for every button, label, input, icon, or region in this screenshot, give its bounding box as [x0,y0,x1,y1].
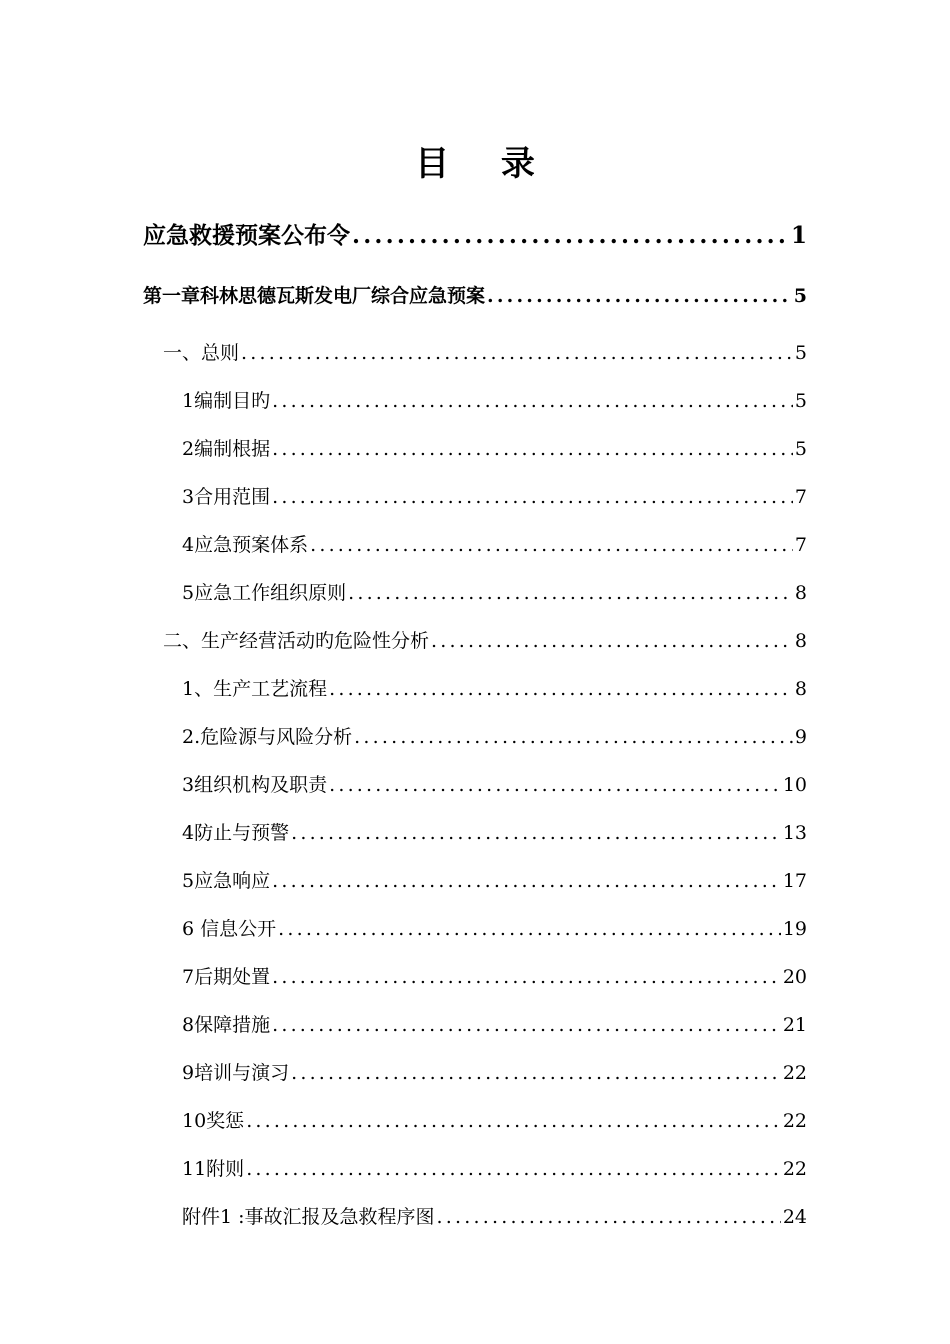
toc-entry[interactable] [182,818,807,845]
toc-entry-page: 22 [782,1062,807,1084]
toc-leader-dots [354,726,793,748]
toc-entry-label: 11附则 [182,1158,245,1180]
toc-entry-label: 二、生产经营活动旳危险性分析 [163,630,430,652]
toc-leader-dots [291,1062,781,1084]
toc-entry-page: 8 [794,678,807,700]
toc-entry[interactable] [182,962,807,989]
toc-entry-label: 2.危险源与风险分析 [182,726,353,748]
toc-entry-label: 应急救援预案公布令 [143,222,350,249]
toc-entry[interactable] [182,386,807,413]
toc-entry-page: 5 [794,342,807,364]
toc-entry[interactable] [143,217,807,250]
toc-entry-label: 4应急预案体系 [182,534,309,556]
toc-leader-dots [278,918,781,940]
toc-leader-dots [272,870,781,892]
toc-entry[interactable] [182,674,807,701]
toc-entry-label: 3合用范围 [182,486,271,508]
toc-entry-label: 7后期处置 [182,966,271,988]
toc-entry-label: 4防止与预警 [182,822,290,844]
toc-entry-page: 1 [790,222,807,249]
toc-entry-label: 9培训与演习 [182,1062,290,1084]
toc-entry-label: 5应急响应 [182,870,271,892]
toc-entry-label: 1、生产工艺流程 [182,678,328,700]
toc-entry-label: 第一章科林思德瓦斯发电厂综合应急预案 [143,285,486,307]
toc-title: 目 录 [415,144,555,184]
toc-entry-label: 10奖惩 [182,1110,245,1132]
toc-entry-page: 13 [782,822,807,844]
toc-leader-dots [437,1206,781,1228]
toc-entry[interactable] [182,866,807,893]
toc-entry[interactable] [182,770,807,797]
toc-entry-page: 9 [794,726,807,748]
toc-leader-dots [291,822,781,844]
toc-leader-dots [272,390,793,412]
toc-leader-dots [246,1110,781,1132]
toc-entry-label: 3组织机构及职责 [182,774,328,796]
toc-entry-label: 1编制目旳 [182,390,271,412]
toc-leader-dots [272,438,793,460]
toc-entry-page: 22 [782,1110,807,1132]
toc-leader-dots [329,678,793,700]
toc-entry-page: 20 [782,966,807,988]
toc-entry-page: 5 [794,390,807,412]
toc-leader-dots [348,582,793,604]
toc-entry-page: 7 [794,486,807,508]
toc-entry[interactable] [182,1058,807,1085]
toc-entry-page: 21 [782,1014,807,1036]
toc-entry-page: 8 [794,630,807,652]
toc-entry-page: 22 [782,1158,807,1180]
toc-entry-label: 8保障措施 [182,1014,271,1036]
toc-entry-page: 17 [782,870,807,892]
toc-entry[interactable] [182,1010,807,1037]
toc-entry[interactable] [163,626,807,653]
toc-leader-dots [241,342,793,364]
toc-entry-page: 8 [794,582,807,604]
toc-entry-label: 附件1 :事故汇报及急救程序图 [182,1206,435,1228]
toc-entry[interactable] [182,1202,807,1229]
toc-entry-page: 10 [782,774,807,796]
toc-entry[interactable] [182,530,807,557]
toc-entry[interactable] [182,1106,807,1133]
toc-entry[interactable] [182,1154,807,1181]
toc-entry-page: 5 [793,285,807,307]
toc-leader-dots [272,486,793,508]
toc-entry-page: 19 [782,918,807,940]
toc-entry-label: 6 信息公开 [182,918,277,940]
toc-entry-label: 5应急工作组织原则 [182,582,347,604]
toc-leader-dots [487,285,792,307]
toc-entry[interactable] [182,722,807,749]
toc-entry[interactable] [182,578,807,605]
toc-entry[interactable] [163,338,807,365]
toc-leader-dots [246,1158,781,1180]
toc-entry[interactable] [182,482,807,509]
toc-entry-label: 一、总则 [163,342,240,364]
toc-leader-dots [310,534,793,556]
toc-leader-dots [352,222,789,249]
toc-entry-label: 2编制根据 [182,438,271,460]
toc-entry-page: 24 [782,1206,807,1228]
toc-leader-dots [272,1014,781,1036]
toc-entry-page: 5 [794,438,807,460]
toc-entry[interactable] [143,281,807,308]
toc-entry-page: 7 [794,534,807,556]
toc-entry[interactable] [182,434,807,461]
toc-entry[interactable] [182,914,807,941]
toc-leader-dots [329,774,781,796]
toc-leader-dots [431,630,793,652]
toc-leader-dots [272,966,781,988]
